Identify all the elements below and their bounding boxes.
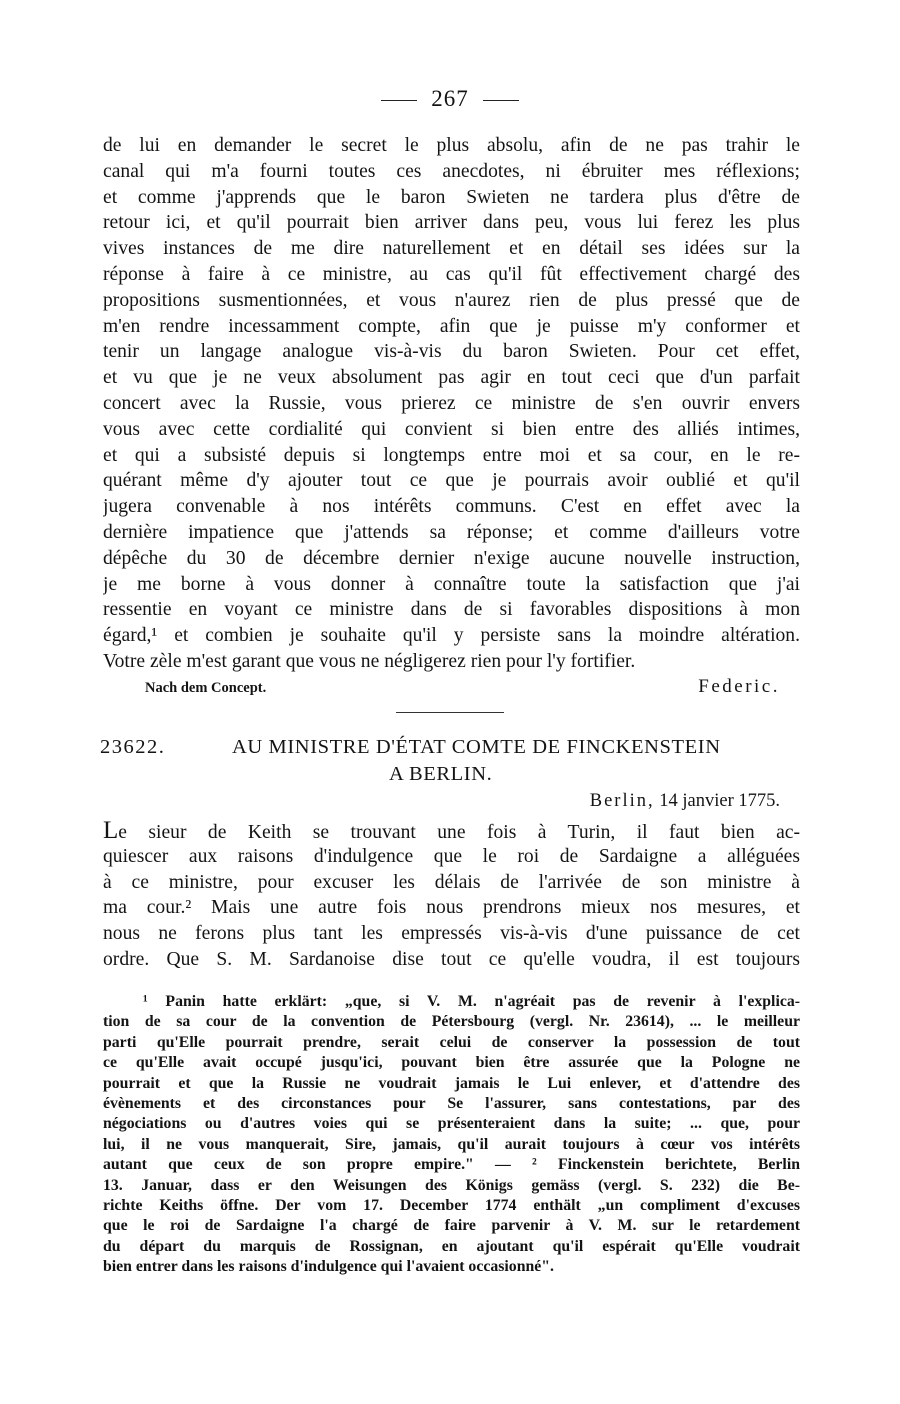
text-line: dépêche du 30 de décembre dernier n'exige aucune nouvelle instruction, (103, 547, 800, 569)
page-header (0, 86, 900, 112)
text-line: propositions susmentionnées, et vous n'aurez rien de plus pressé que de (103, 289, 800, 311)
footnote-line: parti qu'Elle pourrait prendre, serait celui de conserver la possession de tout (103, 1033, 800, 1051)
footnote-line: autant que ceux de son propre empire." — ² Finckenstein berichtete, Berlin (103, 1156, 800, 1174)
footnote-line: pourrait et que la Russie ne voudrait jamais le Lui enlever, et d'attendre des (103, 1074, 800, 1092)
text-line: canal qui m'a fourni toutes ces anecdotes, ni ébruiter mes réflexions; (103, 160, 800, 182)
footnote-line: du départ du marquis de Rossignan, en ajoutant qu'il espérait qu'Elle voudrait (103, 1237, 800, 1255)
section-divider (396, 712, 504, 713)
text-line: dernière impatience que j'attends sa réponse; et comme d'ailleurs votre (103, 521, 800, 543)
text-line: ordre. Que S. M. Sardanoise dise tout ce qu'elle voudra, il est toujours (103, 948, 800, 970)
text-line: retour ici, et qu'il pourrait bien arriver dans peu, vous lui ferez les plus (103, 212, 800, 234)
first-line-text: e sieur de Keith se trouvant une fois à Turin, il faut bien ac- (118, 822, 800, 843)
footnote-line: négociations ou d'autres voies qui se présenteraient dans la suite; ... que, pour (103, 1115, 800, 1133)
text-line: réponse à faire à ce ministre, au cas qu'il fût effectivement chargé des (103, 263, 800, 285)
dateline-place: Berlin, (589, 791, 655, 811)
footnote-line: ce qu'Elle avait occupé jusqu'ici, pouvant bien être assurée que la Pologne ne (103, 1054, 800, 1072)
header-dash-left (381, 100, 417, 101)
text-line: ma cour.² Mais une autre fois nous prendrons mieux nos mesures, et (103, 897, 800, 919)
footnote-line: tion de sa cour de la convention de Pétersbourg (vergl. Nr. 23614), ... le meilleur (103, 1013, 800, 1031)
footnote-line: lui, il ne vous manquerait, Sire, jamais, qu'il aurait toujours à cœur vos intérêts (103, 1135, 800, 1153)
text-line: vous avec cette cordialité qui convient si bien entre des alliés intimes, (103, 418, 800, 440)
text-line: égard,¹ et combien je souhaite qu'il y persiste sans la moindre altération. (103, 625, 800, 647)
footnote-line: richte Keiths öffne. Der vom 17. December 1774 enthält „un compliment d'excuses (103, 1196, 800, 1214)
letter-number: 23622. (100, 736, 166, 758)
footnote-line: 13. Januar, dass er den Weisungen des Königs gemäss (vergl. S. 232) die Be- (103, 1176, 800, 1194)
source-note: Nach dem Concept. (145, 680, 267, 696)
footnote-line: bien entrer dans les raisons d'indulgence qui l'avaient occasionné". (103, 1258, 554, 1276)
letter-title-line-1: AU MINISTRE D'ÉTAT COMTE DE FINCKENSTEIN (232, 736, 721, 758)
signature: Federic. (698, 676, 780, 697)
text-line: et comme j'apprends que le baron Swieten ne tardera plus d'être de (103, 186, 800, 208)
text-line: tenir un langage analogue vis-à-vis du baron Swieten. Pour cet effet, (103, 341, 800, 363)
text-line: quérant même d'y ajouter tout ce que je pourrais avoir oublié et qu'il (103, 470, 800, 492)
text-line-first (103, 818, 800, 844)
letter-title-line-2: A BERLIN. (389, 763, 493, 785)
footnote-line: que le roi de Sardaigne l'a chargé de faire parvenir à V. M. sur le retardement (103, 1217, 800, 1235)
letter-2-heading (100, 736, 800, 796)
text-line: de lui en demander le secret le plus absolu, afin de ne pas trahir le (103, 135, 800, 156)
page-number: 267 (431, 86, 469, 111)
text-line: quiescer aux raisons d'indulgence que le roi de Sardaigne a alléguées (103, 845, 800, 867)
text-line: à ce ministre, pour excuser les délais de l'arrivée de son ministre à (103, 871, 800, 893)
text-line: jugera convenable à nos intérêts communs. C'est en effet avec la (103, 496, 800, 518)
text-line: m'en rendre incessamment compte, afin que je puisse m'y conformer et (103, 315, 800, 337)
text-line: concert avec la Russie, vous prierez ce ministre de s'en ouvrir envers (103, 392, 800, 414)
dateline (590, 791, 780, 812)
header-dash-right (483, 100, 519, 101)
text-line: ressentie en voyant ce ministre dans de si favorables dispositions à mon (103, 599, 800, 621)
dateline-date: 14 janvier 1775. (659, 791, 780, 811)
letter-2-text (103, 818, 800, 973)
text-line: nous ne ferons plus tant les empressés vis-à-vis d'une puissance de cet (103, 923, 800, 945)
text-line: et vu que je ne veux absolument pas agir en tout ceci que d'un parfait (103, 367, 800, 389)
text-line: et qui a subsisté depuis si longtemps entre moi et sa cour, en le re- (103, 444, 800, 466)
drop-cap: L (103, 818, 119, 844)
letter-1-closing (145, 676, 780, 702)
text-line: Votre zèle m'est garant que vous ne négligerez rien pour l'y fortifier. (103, 650, 636, 672)
footnotes (103, 992, 800, 1277)
letter-1-text (103, 133, 800, 675)
text-line: je me borne à vous donner à connaître toute la satisfaction que j'ai (103, 573, 800, 595)
text-line: vives instances de me dire naturellement et en détail ses idées sur la (103, 238, 800, 260)
footnote-line: ¹ Panin hatte erklärt: „que, si V. M. n'agréait pas de revenir à l'explica- (143, 993, 800, 1010)
footnote-line: évènements et des circonstances pour Se l'assurer, sans contestations, par des (103, 1094, 800, 1112)
